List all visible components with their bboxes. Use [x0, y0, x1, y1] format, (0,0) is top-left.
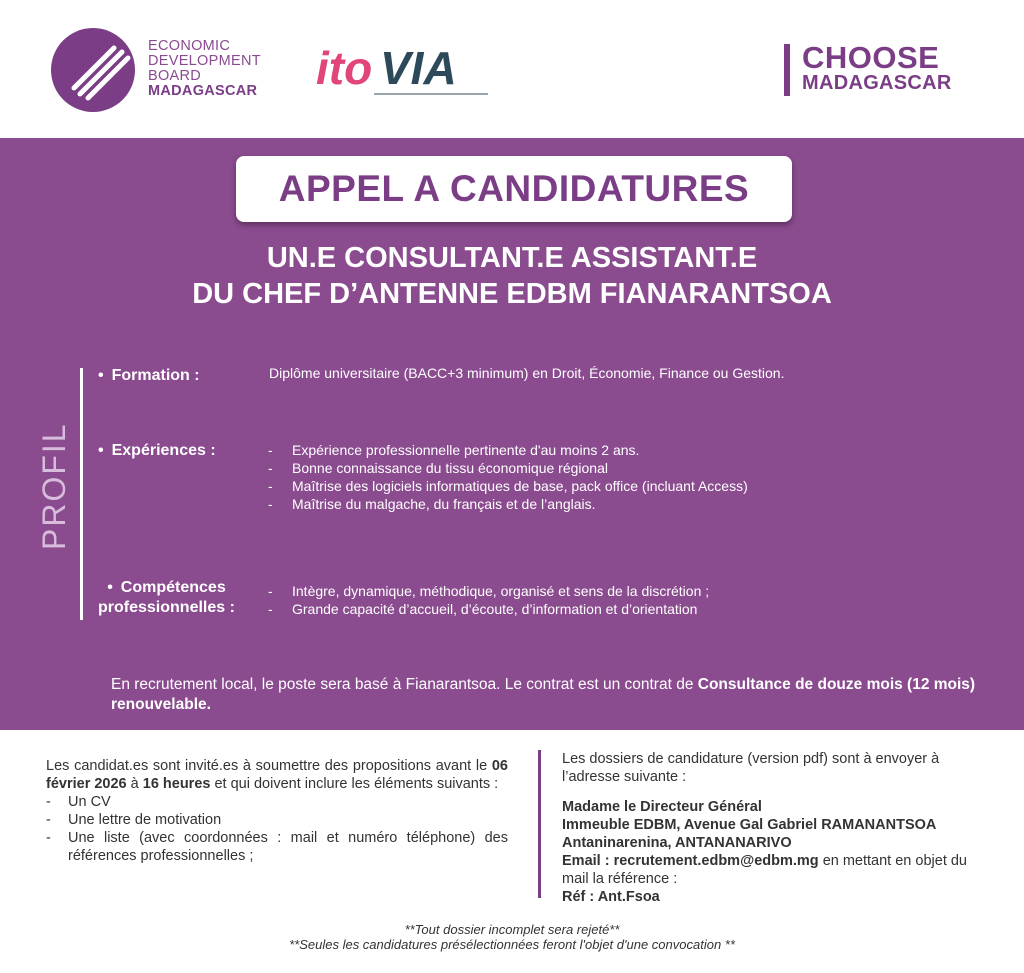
footer-line-2: **Seules les candidatures présélectionnées feront l'objet d'une convocation ** [289, 937, 735, 952]
list-item: - Expérience professionnelle pertinente d'au moins 2 ans. [268, 441, 748, 459]
competences-label [98, 578, 235, 618]
choose-line-2: MADAGASCAR [802, 72, 952, 94]
candidature-intro-3: et qui doivent inclure les éléments suivants : [210, 776, 499, 792]
edbm-line-4: MADAGASCAR [148, 83, 258, 99]
job-title-line-2: DU CHEF D’ANTENNE EDBM FIANARANTSOA [192, 278, 832, 310]
bullet-icon: • [98, 367, 104, 384]
header [0, 0, 1024, 138]
edbm-line-1: ECONOMIC [148, 38, 231, 54]
application-address [562, 750, 992, 906]
edbm-wordmark [148, 39, 261, 99]
list-item: - Maîtrise du malgache, du français et de l’anglais. [268, 495, 748, 513]
edbm-line-2: DEVELOPMENT [148, 53, 261, 69]
purple-band [0, 138, 1024, 730]
list-item: - Grande capacité d’accueil, d’écoute, d’information et d’orientation [268, 600, 709, 618]
email-instruction: en mettant en objet du mail la référence : [562, 853, 967, 887]
reference-code: Réf : Ant.Fsoa [562, 889, 660, 905]
email-address: Email : recrutement.edbm@edbm.mg [562, 853, 819, 869]
deadline-date: 06 février 2026 [46, 758, 508, 792]
recruitment-note [111, 675, 981, 715]
job-title-line-1: UN.E CONSULTANT.E ASSISTANT.E [266, 242, 758, 274]
job-title [0, 240, 1024, 312]
edbm-line-3: BOARD [148, 68, 202, 84]
address-line-2: Immeuble EDBM, Avenue Gal Gabriel RAMANANTSOA [562, 817, 937, 833]
address-line-3: Antaninarenina, ANTANANARIVO [562, 835, 792, 851]
bullet-icon: • [98, 442, 104, 459]
competences-label-line-2: professionnelles : [98, 599, 235, 616]
column-divider [538, 750, 541, 898]
experiences-label [98, 441, 216, 461]
competences-label-line-1: Compétences [120, 579, 226, 596]
page-title: APPEL A CANDIDATURES [278, 168, 750, 209]
formation-label-text: Formation : [111, 367, 200, 384]
list-item: - Un CV [46, 793, 508, 811]
formation-value: Diplôme universitaire (BACC+3 minimum) en Droit, Économie, Finance ou Gestion. [269, 365, 785, 381]
edbm-logo [48, 28, 138, 112]
experiences-label-text: Expériences : [111, 442, 216, 459]
list-item: - Bonne connaissance du tissu économique régional [268, 459, 748, 477]
profil-divider [80, 368, 83, 620]
candidature-intro-1: Les candidat.es sont invité.es à soumettre des propositions avant le [46, 758, 492, 774]
choose-line-1: CHOOSE [802, 40, 940, 75]
list-item: - Maîtrise des logiciels informatiques de base, pack office (incluant Access) [268, 477, 748, 495]
choose-madagascar-logo [784, 40, 952, 96]
list-item: - Intègre, dynamique, méthodique, organisé et sens de la discrétion ; [268, 582, 709, 600]
profil-label: PROFIL [36, 422, 72, 550]
svg-text:ito: ito [316, 42, 373, 94]
deadline-hour: 16 heures [142, 776, 211, 792]
address-intro: Les dossiers de candidature (version pdf) sont à envoyer à l’adresse suivante : [562, 751, 940, 785]
itovia-logo [316, 38, 496, 100]
footer-notes [0, 922, 1024, 952]
title-box [236, 156, 792, 222]
recruitment-text: En recrutement local, le poste sera basé à Fianarantsoa. Le contrat est un contrat de [111, 676, 698, 693]
recruitment-contract: Consultance de douze mois (12 mois) renouvelable. [111, 676, 976, 713]
bullet-icon: • [107, 579, 113, 596]
address-line-1: Madame le Directeur Général [562, 799, 762, 815]
experiences-list [268, 441, 748, 513]
candidature-instructions [46, 757, 508, 865]
candidature-intro-2: à [126, 776, 143, 792]
competences-list [268, 582, 709, 618]
list-item: - Une liste (avec coordonnées : mail et numéro téléphone) des références professionnelles ; [46, 829, 508, 865]
formation-label [98, 366, 200, 386]
footer-line-1: **Tout dossier incomplet sera rejeté** [404, 922, 620, 937]
list-item: - Une lettre de motivation [46, 811, 508, 829]
svg-text:VIA: VIA [380, 42, 457, 94]
